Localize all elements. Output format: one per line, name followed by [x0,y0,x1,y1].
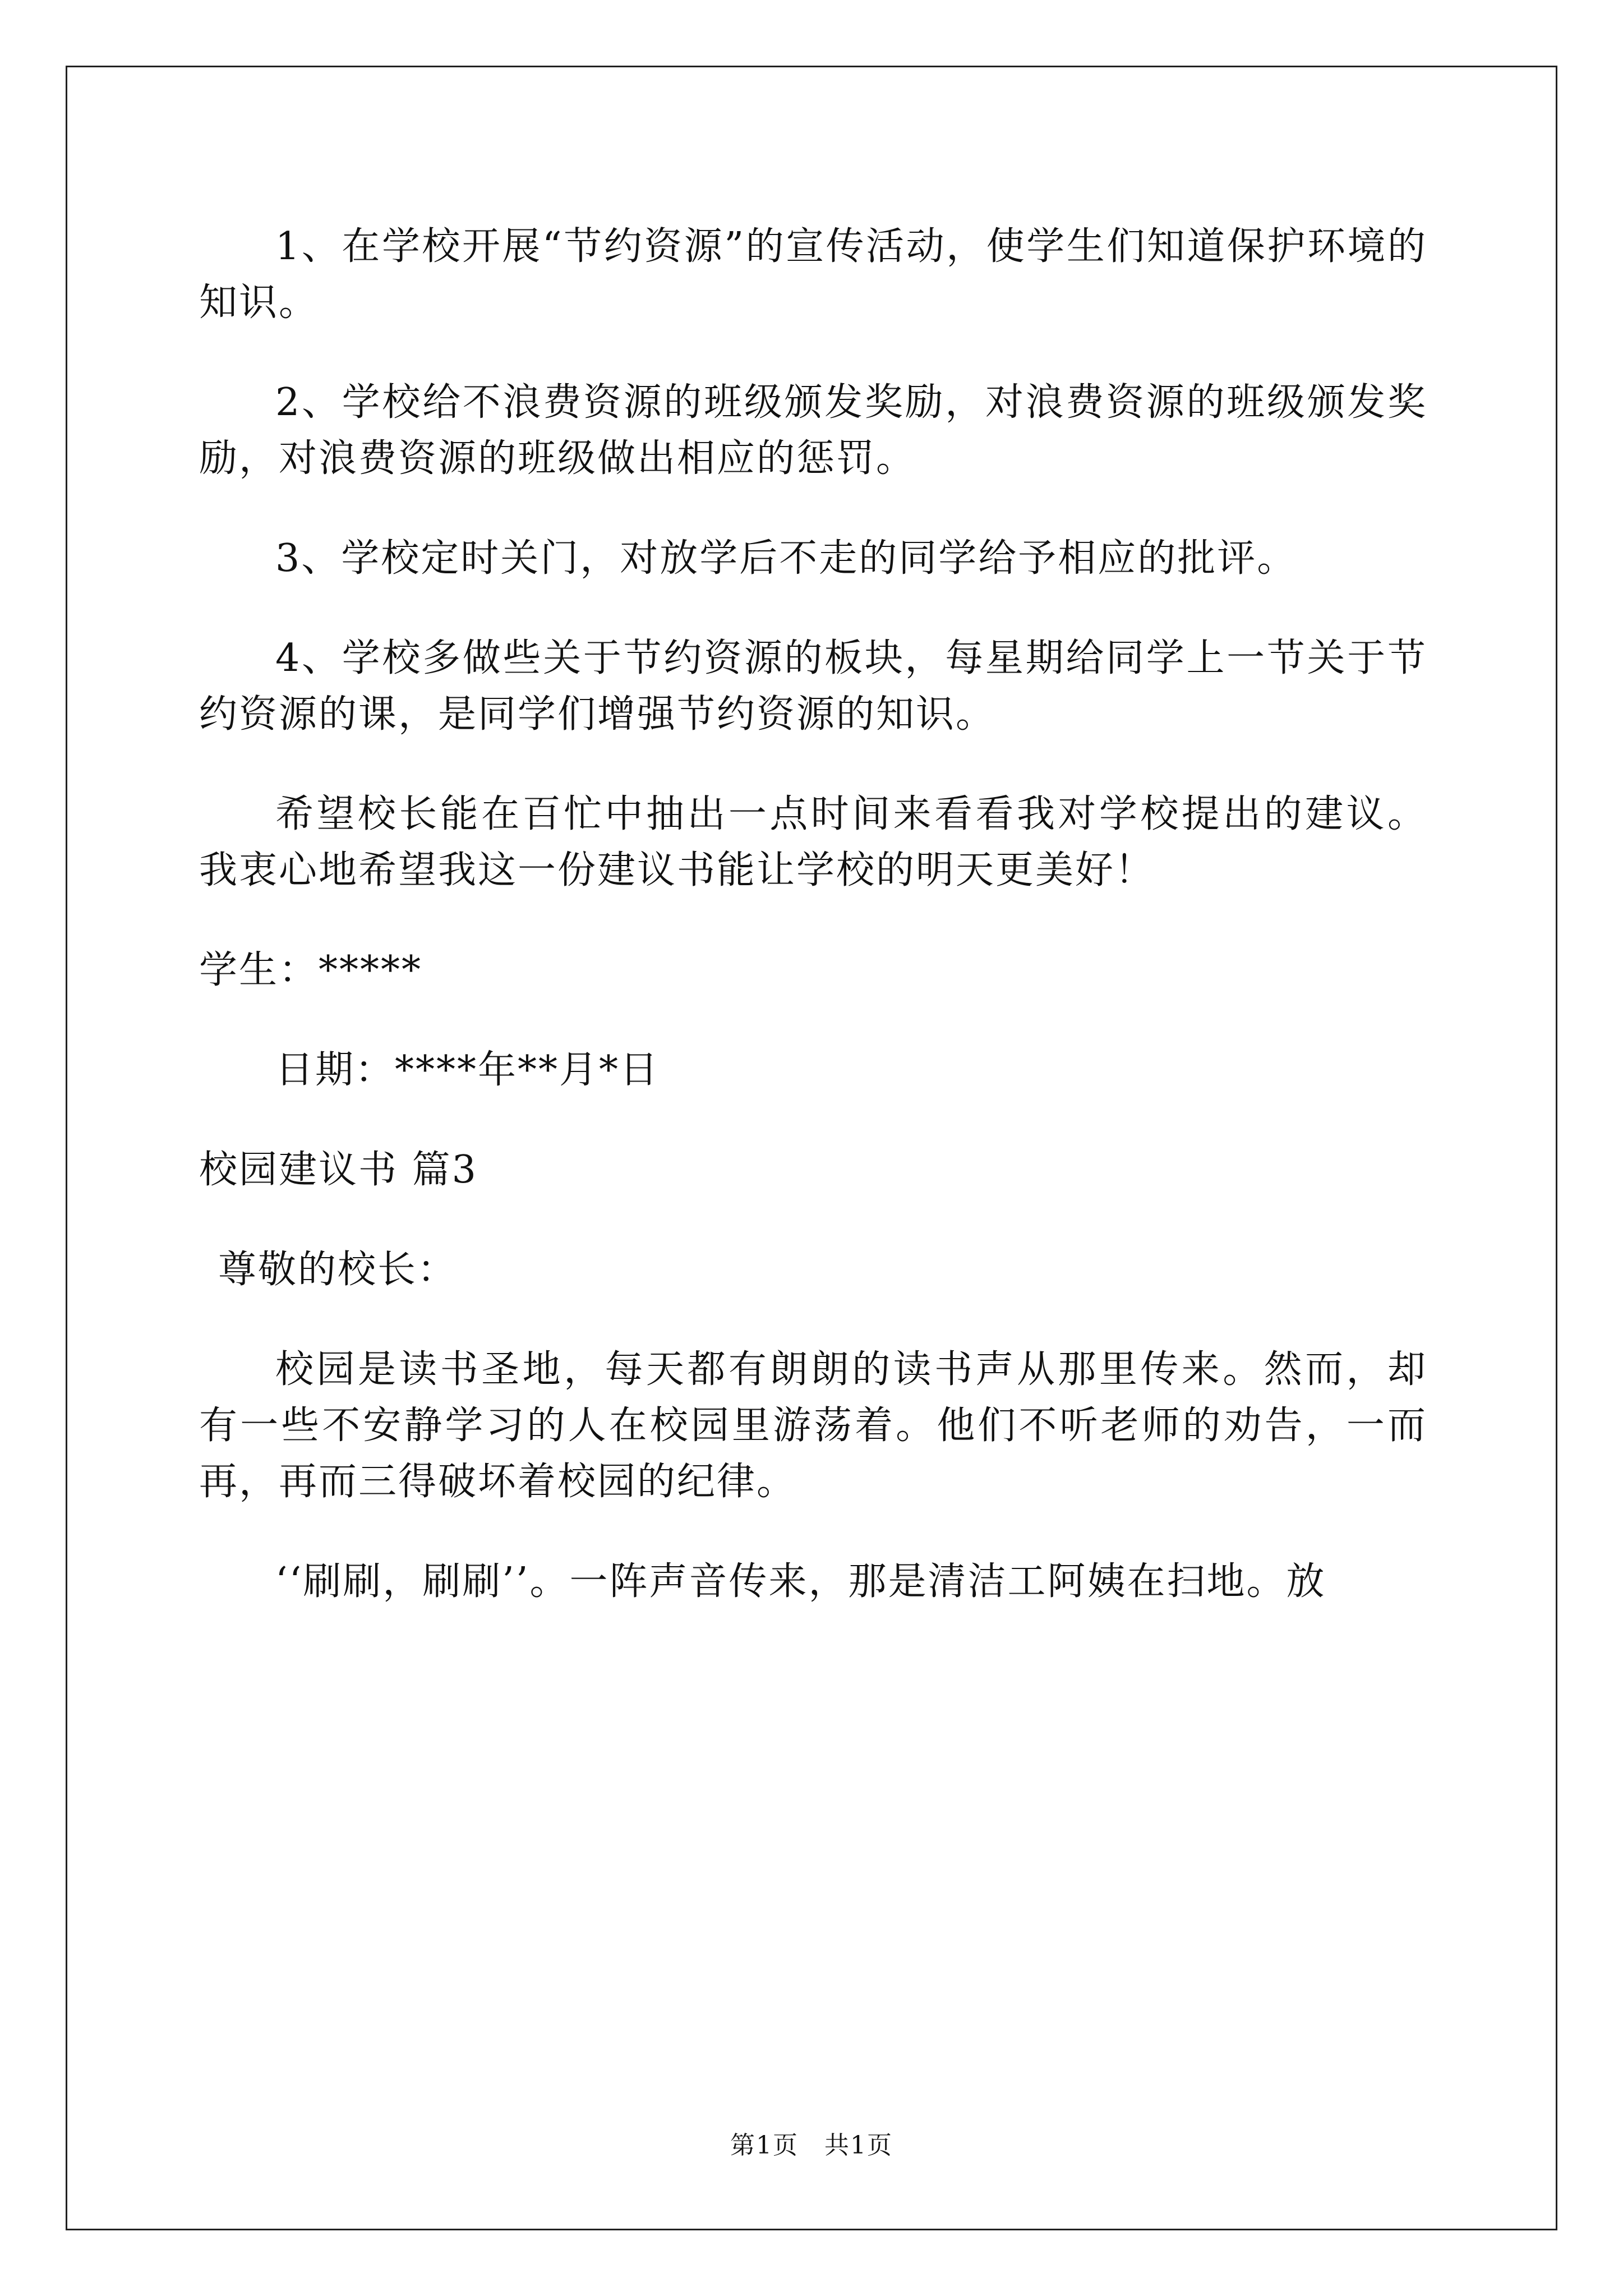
section-heading: 校园建议书 篇3 [199,1148,478,1192]
paragraph-7: ‘‘刷刷，刷刷’’。一阵声音传来，那是清洁工阿姨在扫地。放 [275,1559,1326,1604]
paragraph-3: 3、学校定时关门，对放学后不走的同学给予相应的批评。 [275,536,1297,581]
date-line: 日期：****年**月*日 [275,1048,660,1092]
page-number-footer: 第1页 共1页 [730,2131,893,2160]
document-body [199,219,1427,1654]
paragraph-4: 4、学校多做些关于节约资源的板块，每星期给同学上一节关于节约资源的课，是同学们增强节约资源的知识。 [199,636,1427,737]
paragraph-6: 校园是读书圣地，每天都有朗朗的读书声从那里传来。然而，却有一些不安静学习的人在校园里游荡着。他们不听老师的劝告，一而再，再而三得破坏着校园的纪律。 [199,1347,1427,1504]
paragraph-5: 希望校长能在百忙中抽出一点时间来看看我对学校提出的建议。我衷心地希望我这一份建议书能让学校的明天更美好！ [199,792,1427,892]
paragraph-2: 2、学校给不浪费资源的班级颁发奖励，对浪费资源的班级颁发奖励，对浪费资源的班级做出相应的惩罚。 [199,380,1427,481]
paragraph-1: 1、在学校开展“节约资源”的宣传活动，使学生们知道保护环境的知识。 [199,224,1427,325]
salutation: 尊敬的校长： [218,1248,458,1292]
student-signature: 学生：***** [199,948,423,992]
